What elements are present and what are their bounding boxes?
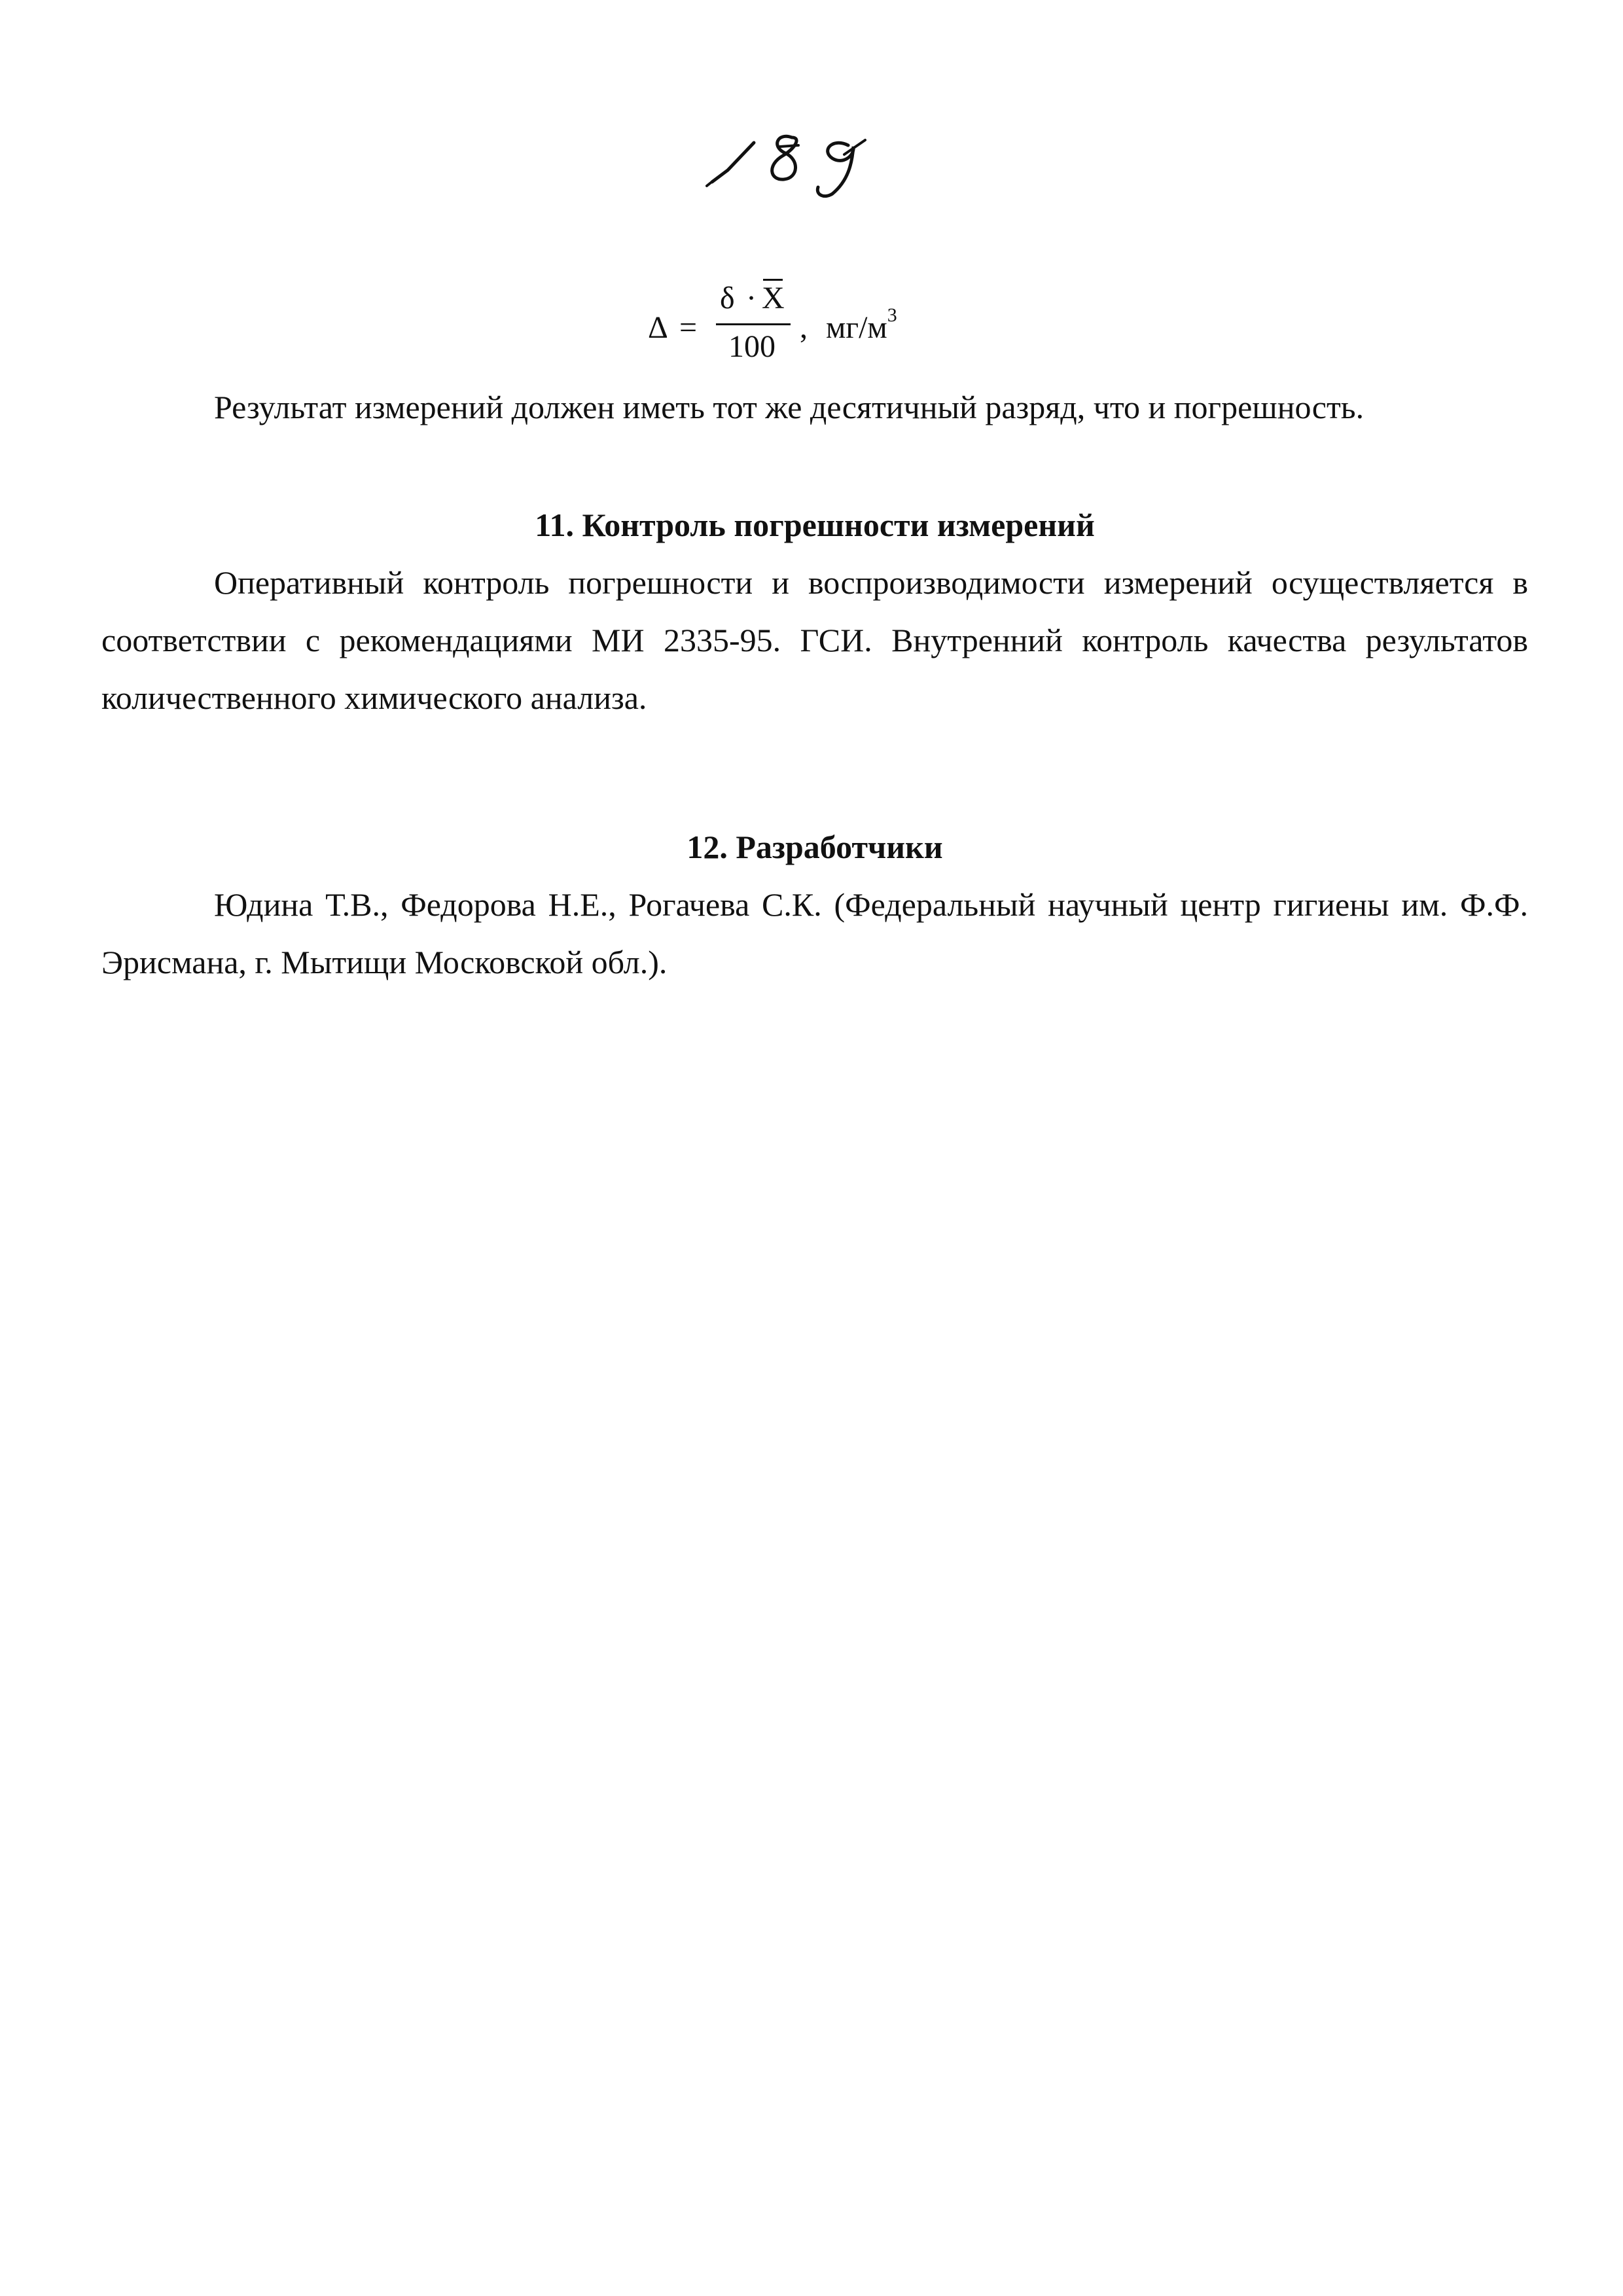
formula-numerator-x: X <box>762 281 785 315</box>
formula-numerator <box>713 275 791 314</box>
handwritten-page-number <box>694 118 890 209</box>
section-12-body: Юдина Т.В., Федорова Н.Е., Рогачева С.К. (Федеральный научный центр гигиены им. Ф.Ф. Эрисмана, г. Мытищи Московской обл.). <box>101 886 1528 980</box>
formula-numerator-delta: δ <box>720 281 735 315</box>
formula-unit <box>826 304 897 346</box>
formula-lhs: Δ <box>648 310 668 345</box>
error-formula <box>648 275 975 373</box>
formula-equals: = <box>679 310 698 345</box>
formula-comma: , <box>800 310 808 345</box>
formula-unit-base: мг/м <box>826 310 887 345</box>
section-11-heading: 11. Контроль погрешности измерений <box>535 507 1095 543</box>
result-paragraph: Результат измерений должен иметь тот же десятичный разряд, что и погрешность. <box>214 389 1364 425</box>
formula-denominator: 100 <box>728 329 776 364</box>
fraction-line <box>716 323 791 325</box>
section-12-heading: 12. Разработчики <box>687 829 943 865</box>
formula-numerator-dot: · <box>746 281 757 315</box>
section-11-body: Оперативный контроль погрешности и воспроизводимости измерений осуществляется в соответствии с рекомендациями МИ 2335-95. ГСИ. Внутренний контроль качества результатов количественного химического анализа. <box>101 564 1528 716</box>
handwritten-page-number-graphic <box>694 118 890 209</box>
formula-unit-exponent: 3 <box>887 304 897 326</box>
